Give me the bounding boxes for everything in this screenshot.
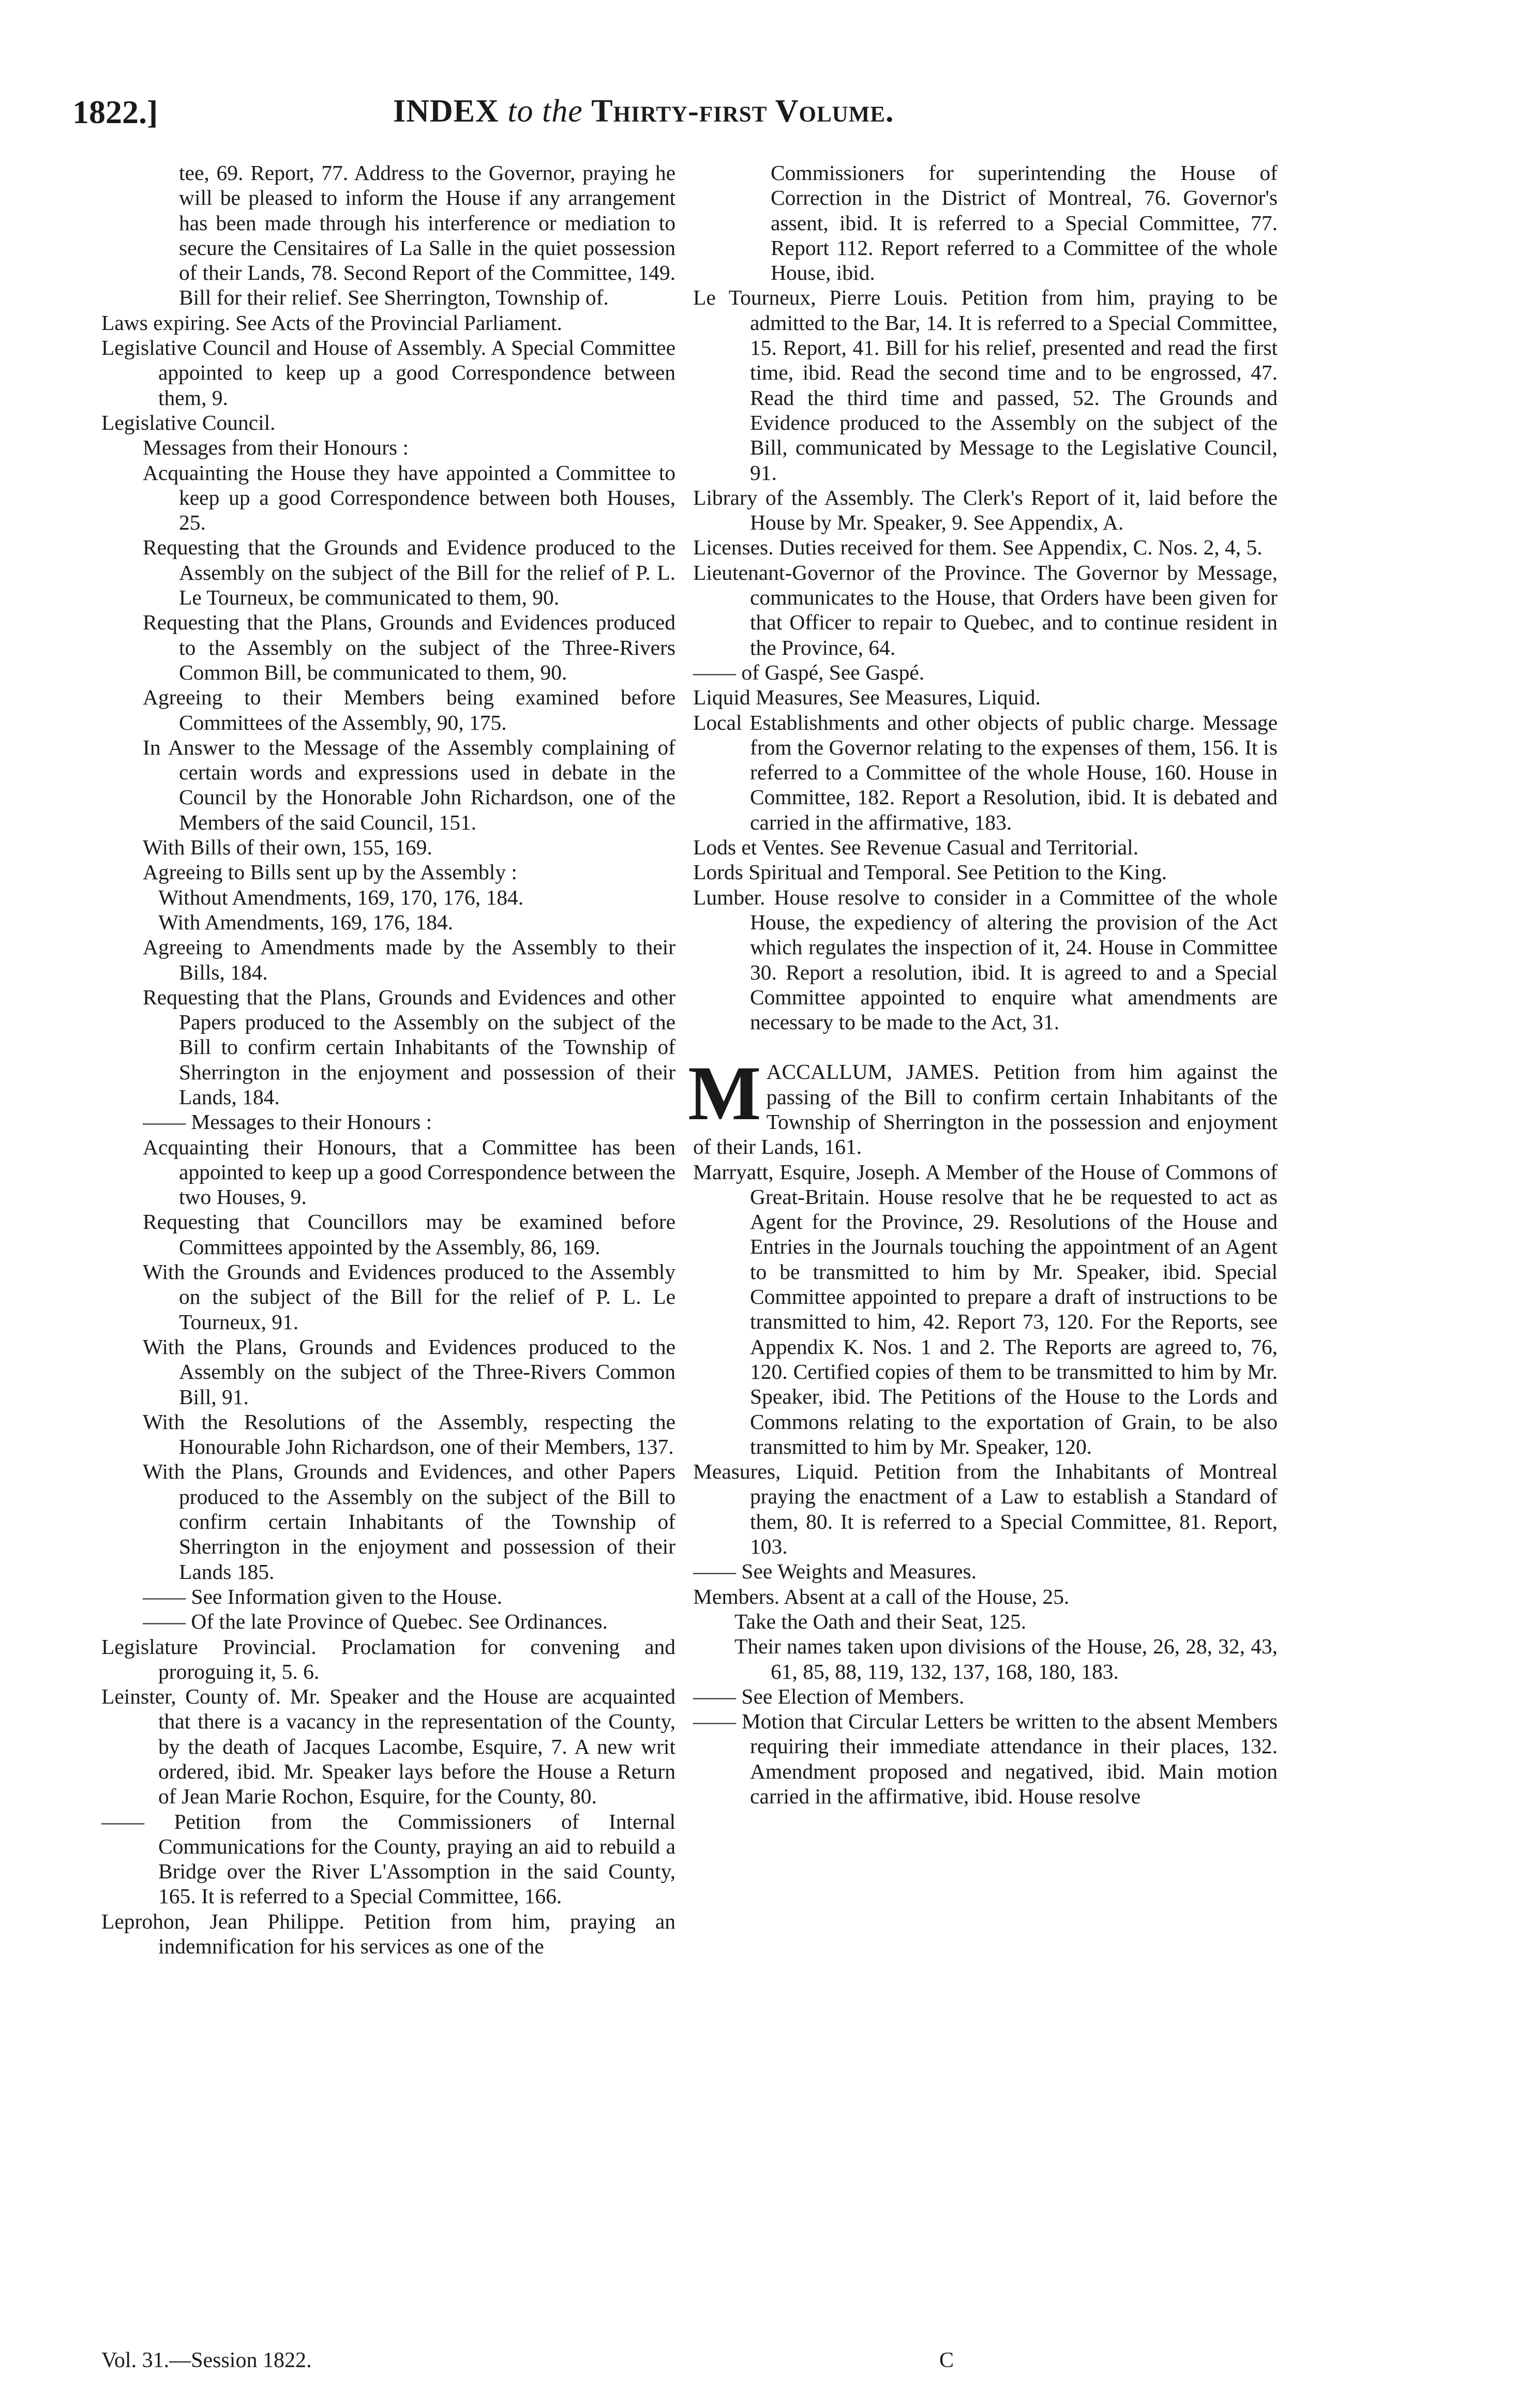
index-subentry: Requesting that the Plans, Grounds and Evidences and other Papers produced to the Assembly on the subject of the Bill to confirm certain Inhabitants of the Township of Sherrington in the enjoyment and possession of their Lands, 184. bbox=[143, 985, 676, 1109]
signature-mark: C bbox=[939, 2349, 954, 2372]
index-subentry: Agreeing to their Members being examined before Committees of the Assembly, 90, 175. bbox=[143, 685, 676, 734]
header-volume: Thirty-first Volume. bbox=[591, 94, 894, 129]
section-gap bbox=[693, 1034, 1278, 1059]
index-entry: Legislature Provincial. Proclamation for convening and proroguing it, 5. 6. bbox=[101, 1634, 676, 1683]
index-subentry: —— Messages to their Honours : bbox=[143, 1110, 432, 1134]
header-title bbox=[393, 93, 894, 130]
index-subentry: In Answer to the Message of the Assembly complaining of certain words and expressions used in debate in the Council by the Honorable John Richardson, one of the Members of the said Council, 151. bbox=[143, 735, 676, 834]
index-entry: —— of Gaspé, See Gaspé. bbox=[693, 660, 925, 684]
header-year: 1822.] bbox=[72, 94, 158, 130]
index-entry: —— See Election of Members. bbox=[693, 1684, 965, 1708]
index-subentry: Acquainting the House they have appointed a Committee to keep up a good Correspondence between both Houses, 25. bbox=[143, 460, 676, 535]
index-entry: Liquid Measures, See Measures, Liquid. bbox=[693, 685, 1041, 710]
index-subentry: Requesting that Councillors may be examined before Committees appointed by the Assembly, 86, 169. bbox=[143, 1210, 676, 1259]
index-entry: Local Establishments and other objects of public charge. Message from the Governor relating to the expenses of them, 156. It is referred to a Committee of the whole House, 160. House in Committee, 182. Report a Resolution, ibid. It is debated and carried in the affirmative, 183. bbox=[693, 710, 1278, 834]
index-entry: —— Petition from the Commissioners of Internal Communications for the County, praying an aid to rebuild a Bridge over the River L'Assomption in the said County, 165. It is referred to a Special Committee, 166. bbox=[101, 1809, 676, 1908]
index-entry: Lieutenant-Governor of the Province. The Governor by Message, communicates to the House, that Orders have been given for that Officer to repair to Quebec, and to continue resident in the Province, 64. bbox=[693, 560, 1278, 659]
index-subentry: Take the Oath and their Seat, 125. bbox=[734, 1609, 1027, 1633]
left-column bbox=[101, 160, 676, 1959]
index-entry: Leinster, County of. Mr. Speaker and the House are acquainted that there is a vacancy in the representation of the County, by the death of Jacques Lacombe, Esquire, 7. A new writ ordered, ibid. Mr. Speaker lays before the House a Return of Jean Marie Rochon, Esquire, for the County, 80. bbox=[101, 1684, 676, 1809]
index-subentry: —— Of the late Province of Quebec. See Ordinances. bbox=[143, 1609, 608, 1634]
index-entry: Lods et Ventes. See Revenue Casual and Territorial. bbox=[693, 835, 1139, 860]
index-entry: Lords Spiritual and Temporal. See Petition to the King. bbox=[693, 860, 1167, 884]
volume-session: Vol. 31.—Session 1822. bbox=[101, 2349, 312, 2372]
index-entry: Leprohon, Jean Philippe. Petition from him, praying an indemnification for his services as one of the bbox=[101, 1909, 676, 1959]
index-entry: Lumber. House resolve to consider in a Committee of the whole House, the expediency of altering the provision of the Act which regulates the inspection of it, 24. House in Committee 30. Report a resolution, ibid. It is agreed to and a Special Committee appointed to enquire what amendments are necessary to be made to the Act, 31. bbox=[693, 885, 1278, 1034]
index-subentry: Their names taken upon divisions of the House, 26, 28, 32, 43, 61, 85, 88, 119, 132, 137, 168, 180, 183. bbox=[734, 1634, 1278, 1683]
index-entry: Licenses. Duties received for them. See Appendix, C. Nos. 2, 4, 5. bbox=[693, 535, 1263, 560]
index-subentry: Commissioners for superintending the House of Correction in the District of Montreal, 76. Governor's assent, ibid. It is referred to a Special Committee, 77. Report 112. Report referred to a Committee of the whole House, ibid. bbox=[771, 161, 1278, 285]
index-entry: Marryatt, Esquire, Joseph. A Member of the House of Commons of Great-Britain. House resolve that he be requested to act as Agent for the Province, 29. Resolutions of the House and Entries in the Journals touching the appointment of an Agent to be transmitted to him by Mr. Speaker, ibid. Special Committee appointed to prepare a draft of instructions to be transmitted to him, 42. Report 73, 120. For the Reports, see Appendix K. Nos. 1 and 2. The Reports are agreed to, 76, 120. Certified copies of them to be transmitted to him by Mr. Speaker, ibid. The Petitions of the House to the Lords and Commons relating to the exportation of Grain, to be also transmitted to him by Mr. Speaker, 120. bbox=[693, 1160, 1278, 1458]
index-entry: —— See Weights and Measures. bbox=[693, 1559, 977, 1584]
index-subentry: With Amendments, 169, 176, 184. bbox=[158, 910, 454, 934]
index-subentry: With the Plans, Grounds and Evidences produced to the Assembly on the subject of the Three-Rivers Common Bill, 91. bbox=[143, 1334, 676, 1409]
header-to-the: to the bbox=[507, 94, 583, 129]
index-subentry: Agreeing to Amendments made by the Assembly to their Bills, 184. bbox=[143, 935, 676, 984]
index-entry: Legislative Council. bbox=[101, 410, 276, 434]
index-subentry: With the Resolutions of the Assembly, respecting the Honourable John Richardson, one of their Members, 137. bbox=[143, 1409, 676, 1459]
index-subentry: With the Grounds and Evidences produced to the Assembly on the subject of the Bill for the relief of P. L. Le Tourneux, 91. bbox=[143, 1260, 676, 1334]
index-entry: Legislative Council and House of Assembly. A Special Committee appointed to keep up a good Correspondence between them, 9. bbox=[101, 336, 676, 410]
index-subentry: —— See Information given to the House. bbox=[143, 1584, 502, 1608]
running-header bbox=[72, 93, 1262, 150]
index-entry: Members. Absent at a call of the House, 25. bbox=[693, 1584, 1070, 1608]
header-index: INDEX bbox=[393, 94, 499, 129]
index-entry-drop bbox=[688, 1050, 1278, 1159]
index-entry: Measures, Liquid. Petition from the Inhabitants of Montreal praying the enactment of a Law to establish a Standard of them, 80. It is referred to a Special Committee, 81. Report, 103. bbox=[693, 1459, 1278, 1559]
index-subentry: Requesting that the Grounds and Evidence produced to the Assembly on the subject of the Bill for the relief of P. L. Le Tourneux, be communicated to them, 90. bbox=[143, 535, 676, 610]
index-subentry: Messages from their Honours : bbox=[143, 435, 409, 460]
index-entry: —— Motion that Circular Letters be written to the absent Members requiring their immediate attendance in their places, 132. Amendment proposed and negatived, ibid. Main motion carried in the affirmative, ibid. House resolve bbox=[693, 1709, 1278, 1808]
index-entry: Laws expiring. See Acts of the Provincial Parliament. bbox=[101, 310, 562, 335]
right-column bbox=[688, 160, 1278, 1809]
index-subentry: tee, 69. Report, 77. Address to the Governor, praying he will be pleased to inform the House if any arrangement has been made through his interference or mediation to secure the Censitaires of La Salle in the quiet possession of their Lands, 78. Second Report of the Committee, 149. Bill for their relief. See Sherrington, Township of. bbox=[179, 161, 676, 310]
drop-cap: M bbox=[688, 1050, 759, 1137]
entry-text: ACCALLUM, JAMES. Petition from him against the passing of the Bill to confirm certain Inhabitants of the Township of Sherrington in the possession and enjoyment of their Lands, 161. bbox=[693, 1060, 1278, 1159]
index-subentry: Acquainting their Honours, that a Committee has been appointed to keep up a good Correspondence between the two Houses, 9. bbox=[143, 1135, 676, 1209]
index-subentry: Agreeing to Bills sent up by the Assembly : bbox=[143, 860, 517, 884]
index-subentry: With the Plans, Grounds and Evidences, and other Papers produced to the Assembly on the subject of the Bill to confirm certain Inhabitants of the Township of Sherrington in the enjoyment and possession of their Lands 185. bbox=[143, 1459, 676, 1584]
index-subentry: Without Amendments, 169, 170, 176, 184. bbox=[158, 885, 524, 909]
index-subentry: Requesting that the Plans, Grounds and Evidences produced to the Assembly on the subject of the Three-Rivers Common Bill, be communicated to them, 90. bbox=[143, 610, 676, 684]
index-subentry: With Bills of their own, 155, 169. bbox=[143, 835, 432, 860]
index-entry: Library of the Assembly. The Clerk's Report of it, laid before the House by Mr. Speaker, 9. See Appendix, A. bbox=[693, 485, 1278, 535]
index-entry: Le Tourneux, Pierre Louis. Petition from him, praying to be admitted to the Bar, 14. It is referred to a Special Committee, 15. Report, 41. Bill for his relief, presented and read the first time, ibid. Read the second time and to be engrossed, 47. Read the third time and passed, 52. The Grounds and Evidence produced to the Assembly on the subject of the Bill, communicated by Message to the Legislative Council, 91. bbox=[693, 285, 1278, 485]
